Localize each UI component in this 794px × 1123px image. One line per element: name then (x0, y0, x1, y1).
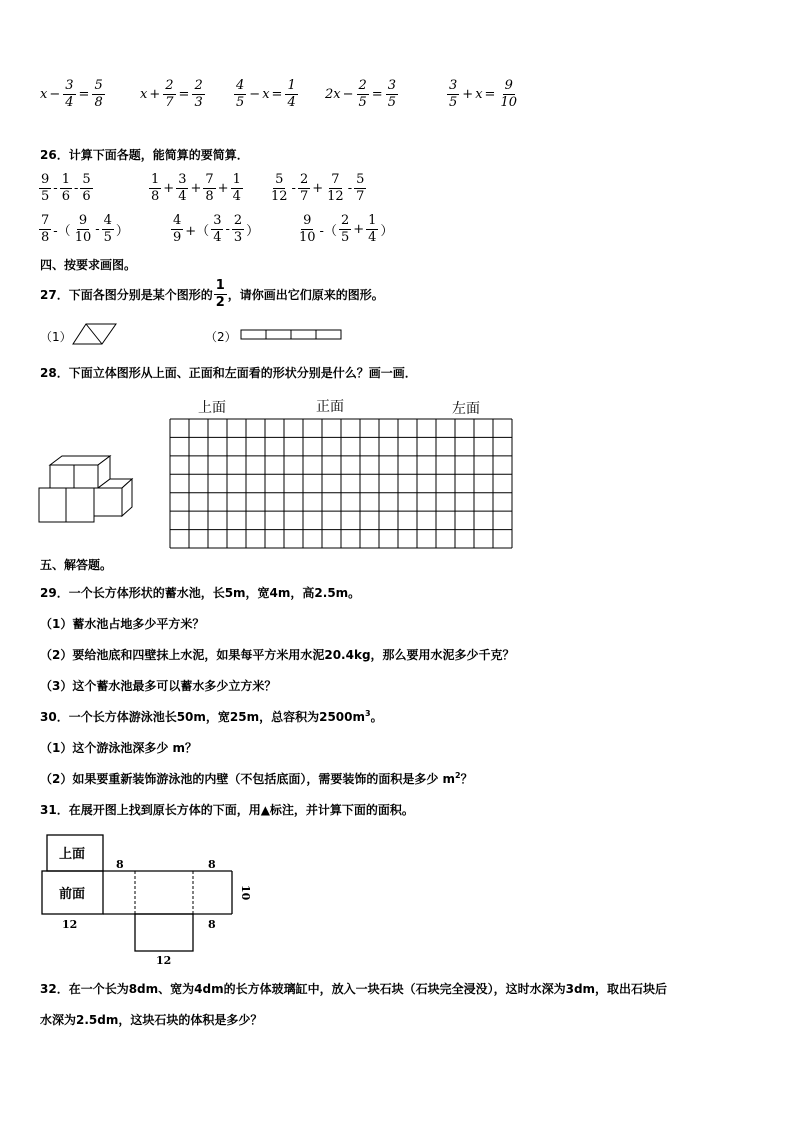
calc-operator: ） (115, 224, 129, 239)
calc-operator: - (225, 222, 230, 237)
equation-operator: + (462, 87, 474, 102)
equation-operator: − (49, 87, 61, 102)
equation-var: x (475, 87, 483, 102)
equation-operator: − (342, 87, 354, 102)
calc-fraction: $\frac{3}{4}$ (178, 172, 187, 204)
equals-sign: = (78, 87, 90, 102)
q29-sub-1: （1）蓄水池占地多少平方米？ (40, 617, 205, 631)
dim-10: 10 (239, 885, 252, 901)
equals-sign: = (484, 87, 496, 102)
calc-fraction: $\frac{1}{4}$ (232, 172, 241, 204)
calc-expression-1 (38, 172, 94, 205)
equation-result-fraction: $\frac{2}{3}$ (194, 78, 203, 110)
equation-var: x (262, 87, 270, 102)
dim-8a: 8 (116, 858, 124, 871)
calc-fraction: $\frac{7}{12}$ (327, 172, 344, 204)
rectangle-strip-figure (240, 329, 344, 341)
q29-title: 29．一个长方体形状的蓄水池，长5m，宽4m，高2.5m。 (40, 586, 361, 600)
calc-expression-2 (170, 213, 260, 246)
calc-fraction: $\frac{5}{6}$ (82, 172, 91, 204)
calc-fraction: $\frac{1}{6}$ (61, 172, 70, 204)
calc-fraction: $\frac{1}{8}$ (151, 172, 160, 204)
section-5-heading: 五、解答题。 (40, 558, 113, 572)
dim-12b: 12 (156, 954, 172, 967)
q27-title (40, 278, 384, 311)
calc-operator: + (190, 181, 202, 196)
calc-fraction: $\frac{7}{8}$ (205, 172, 214, 204)
calc-expression-1 (38, 213, 130, 246)
calc-operator: - (347, 181, 353, 196)
calc-operator: -（ (53, 224, 71, 239)
calc-operator: -（ (319, 224, 337, 239)
calc-expression-3 (268, 172, 367, 205)
q27-label-2: （2） (205, 330, 237, 344)
equation-2 (140, 78, 206, 111)
calc-fraction: $\frac{3}{4}$ (213, 213, 222, 245)
equation-result-fraction: $\frac{1}{4}$ (287, 78, 296, 110)
calc-operator: - (291, 181, 296, 196)
cube-stack-figure (38, 455, 134, 525)
calc-operator: + (163, 181, 175, 196)
equals-sign: = (178, 87, 190, 102)
q31-title: 31．在展开图上找到原长方体的下面，用▲标注，并计算下面的面积。 (40, 803, 414, 817)
equation-fraction: $\frac{2}{7}$ (165, 78, 174, 110)
calc-operator: +（ (185, 224, 210, 239)
equals-sign: = (271, 87, 283, 102)
calc-operator: + (312, 181, 324, 196)
section-4-heading: 四、按要求画图。 (40, 258, 137, 272)
calc-fraction: $\frac{2}{5}$ (340, 213, 350, 245)
dim-12a: 12 (62, 918, 78, 931)
equation-var: 2x (325, 87, 341, 102)
calc-fraction: $\frac{4}{9}$ (173, 213, 182, 245)
calc-fraction: $\frac{9}{5}$ (41, 172, 50, 204)
calc-operator: ） (246, 224, 260, 239)
calc-operator: - (73, 181, 79, 196)
net-label-front: 前面 (59, 887, 86, 902)
equals-sign: = (371, 87, 383, 102)
q30-sub-2: （2）如果要重新装饰游泳池的内壁（不包括底面），需要装饰的面积是多少 $m^2$？ (40, 771, 473, 786)
calc-operator: - (95, 222, 100, 237)
q32-line-1: 32．在一个长为8dm、宽为4dm的长方体玻璃缸中，放入一块石块（石块完全浸没），这时水深为3dm，取出石块后 (40, 982, 668, 996)
q27-label-1: （1） (40, 330, 72, 344)
q30-title: 30．一个长方体游泳池长50m，宽25m，总容积为$2500m^3$。 (40, 709, 383, 724)
view-label-front: 正面 (316, 399, 344, 415)
dim-8c: 8 (208, 918, 216, 931)
parallelogram-figure (72, 322, 118, 346)
calc-fraction: $\frac{5}{12}$ (271, 172, 288, 204)
dim-8b: 8 (208, 858, 216, 871)
q27-pre: 27．下面各图分别是某个图形的 (40, 288, 213, 302)
equation-1 (40, 78, 106, 111)
calc-fraction: $\frac{2}{3}$ (233, 213, 243, 245)
calc-fraction: $\frac{1}{4}$ (368, 213, 377, 245)
q27-fraction: $\frac{1}{2}$ (215, 278, 225, 310)
calc-expression-3 (296, 213, 394, 246)
calc-expression-2 (148, 172, 244, 205)
equation-var: x (140, 87, 148, 102)
calc-fraction: $\frac{5}{7}$ (356, 172, 365, 204)
view-label-top: 上面 (198, 400, 226, 416)
calc-operator: ） (380, 224, 394, 239)
equation-fraction: $\frac{2}{5}$ (358, 78, 367, 110)
equation-result-fraction: $\frac{3}{5}$ (387, 78, 396, 110)
equation-operator: + (149, 87, 161, 102)
calc-fraction: $\frac{9}{10}$ (299, 213, 316, 245)
drawing-grid[interactable] (169, 418, 513, 549)
equation-4 (325, 78, 399, 111)
cuboid-net-figure[interactable] (40, 832, 255, 967)
calc-operator: + (217, 181, 229, 196)
calc-fraction: $\frac{9}{10}$ (74, 213, 92, 245)
equation-result-fraction: $\frac{5}{8}$ (94, 78, 103, 110)
q28-title: 28．下面立体图形从上面、正面和左面看的形状分别是什么？画一画． (40, 366, 417, 380)
q32-line-2: 水深为2.5dm，这块石块的体积是多少？ (40, 1013, 263, 1027)
view-label-left: 左面 (452, 401, 480, 417)
equation-fraction: $\frac{4}{5}$ (236, 78, 245, 110)
q30-sub-1: （1）这个游泳池深多少 m？ (40, 741, 198, 755)
equation-3 (233, 78, 299, 111)
q27-post: ，请你画出它们原来的图形。 (227, 288, 384, 302)
equation-operator: − (249, 87, 261, 102)
equation-5 (446, 78, 520, 111)
equation-var: x (40, 87, 48, 102)
equation-fraction: $\frac{3}{5}$ (449, 78, 458, 110)
calc-operator: + (353, 222, 365, 237)
calc-operator: - (53, 181, 58, 196)
equation-fraction: $\frac{3}{4}$ (65, 78, 74, 110)
calc-fraction: $\frac{2}{7}$ (299, 172, 309, 204)
q29-sub-2: （2）要给池底和四壁抹上水泥，如果每平方米用水泥20.4kg，那么要用水泥多少千克？ (40, 648, 515, 662)
q26-title: 26．计算下面各题，能简算的要简算． (40, 148, 249, 162)
net-label-top: 上面 (59, 847, 86, 862)
q29-sub-3: （3）这个蓄水池最多可以蓄水多少立方米？ (40, 679, 277, 693)
equation-result-fraction: $\frac{9}{10}$ (500, 78, 517, 110)
calc-fraction: $\frac{7}{8}$ (41, 213, 50, 245)
calc-fraction: $\frac{4}{5}$ (103, 213, 112, 245)
